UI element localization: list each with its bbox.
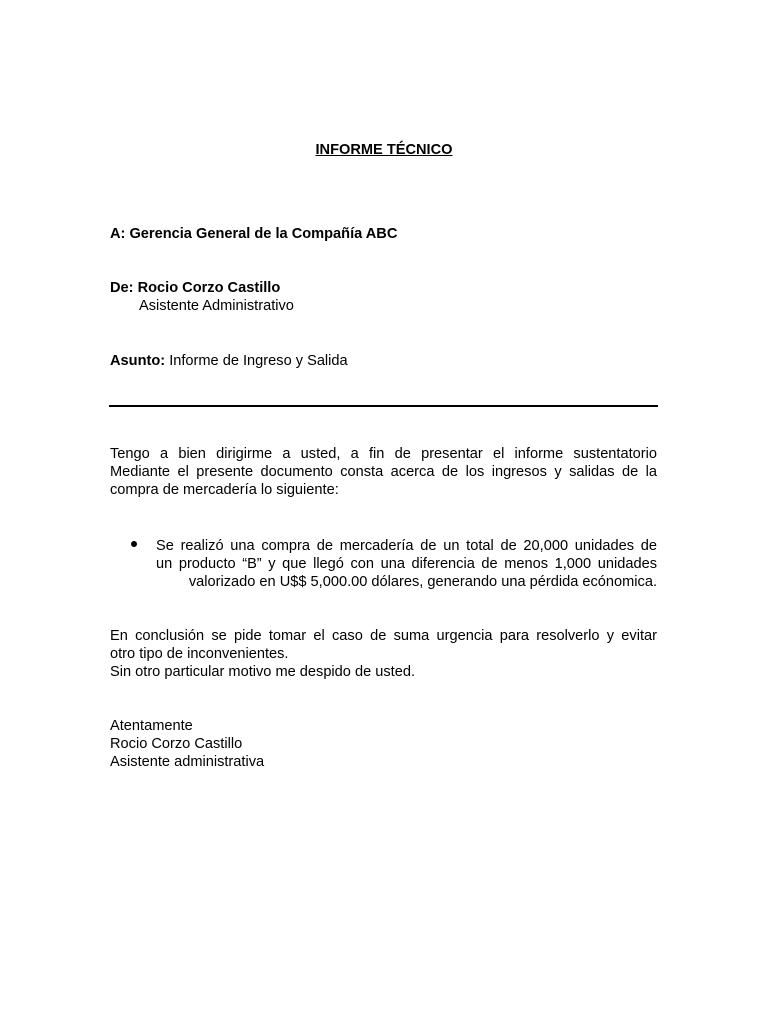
farewell-line: Sin otro particular motivo me despido de usted. (110, 664, 416, 680)
recipient-line: A: Gerencia General de la Compañía ABC (110, 226, 398, 242)
bullet-marker (131, 541, 137, 547)
bullet-line: Se realizó una compra de mercadería de un total de 20,000 unidades de (156, 538, 657, 554)
intro-line: Tengo a bien dirigirme a usted, a fin de presentar el informe sustentatorio (110, 446, 657, 462)
signature-role: Asistente administrativa (110, 754, 265, 770)
sender-line: De: Rocio Corzo Castillo (110, 280, 281, 296)
subject-line (110, 352, 348, 370)
signature-name: Rocio Corzo Castillo (110, 736, 243, 752)
bullet-item (156, 537, 657, 591)
intro-line: compra de mercadería lo siguiente: (110, 482, 339, 498)
closing-line: Atentamente (110, 718, 193, 734)
conclusion-paragraph (110, 627, 657, 663)
subject-text: Informe de Ingreso y Salida (169, 353, 348, 369)
conclusion-line: otro tipo de inconvenientes. (110, 646, 289, 662)
conclusion-line: En conclusión se pide tomar el caso de suma urgencia para resolverlo y evitar (110, 628, 657, 644)
subject-label: Asunto: (110, 353, 166, 369)
header-divider (109, 405, 658, 407)
intro-line: Mediante el presente documento consta acerca de los ingresos y salidas de la (110, 464, 657, 480)
bullet-line: valorizado en U$$ 5,000.00 dólares, generando una pérdida ecónomica. (188, 574, 657, 590)
intro-paragraph (110, 445, 657, 499)
document-title: INFORME TÉCNICO (315, 142, 453, 158)
bullet-line: un producto “B” y que llegó con una diferencia de menos 1,000 unidades (156, 556, 657, 572)
sender-role: Asistente Administrativo (139, 298, 294, 314)
